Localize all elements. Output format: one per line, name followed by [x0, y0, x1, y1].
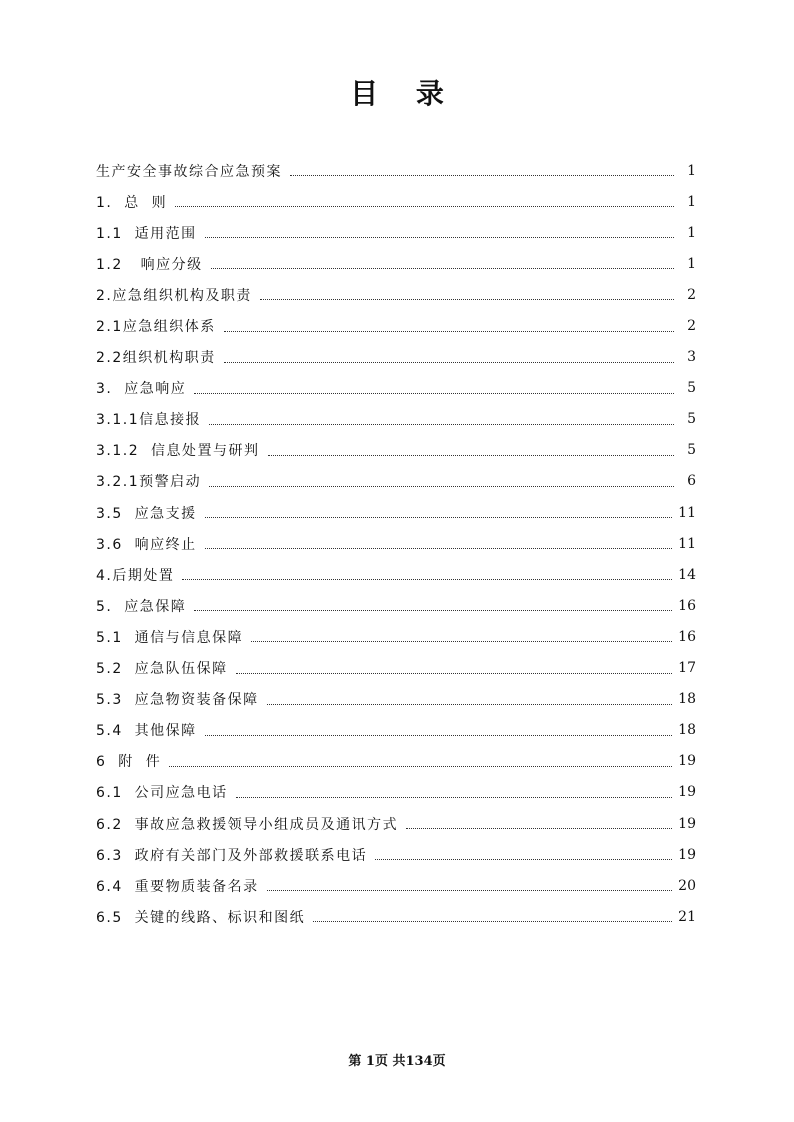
toc-dot-leader [251, 641, 672, 642]
toc-entry-label: 5.3 应急物资装备保障 [96, 692, 259, 709]
toc-entry[interactable] [96, 279, 696, 310]
toc-entry-label: 5.2 应急队伍保障 [96, 661, 228, 678]
toc-entry[interactable] [96, 621, 696, 652]
toc-entry[interactable] [96, 653, 696, 684]
toc-entry[interactable] [96, 373, 696, 404]
toc-entry[interactable] [96, 777, 696, 808]
toc-entry-label: 3.6 响应终止 [96, 536, 197, 553]
toc-entry[interactable] [96, 684, 696, 715]
toc-entry-label: 3.1.2 信息处置与研判 [96, 443, 260, 460]
toc-entry-page-number: 6 [687, 473, 696, 490]
toc-entry-page-number: 5 [687, 380, 696, 397]
toc-dot-leader [375, 859, 672, 860]
toc-entry-label: 2.应急组织机构及职责 [96, 287, 252, 304]
toc-entry[interactable] [96, 497, 696, 528]
toc-entry-label: 1.2 响应分级 [96, 256, 203, 273]
toc-entry-label: 6.2 事故应急救援领导小组成员及通讯方式 [96, 816, 399, 833]
toc-entry[interactable] [96, 590, 696, 621]
toc-dot-leader [313, 921, 672, 922]
toc-entry-label: 1.1 适用范围 [96, 225, 197, 242]
toc-dot-leader [205, 517, 673, 518]
toc-entry-label: 生产安全事故综合应急预案 [96, 163, 282, 180]
toc-dot-leader [267, 704, 673, 705]
page-title: 目 录 [350, 77, 458, 110]
toc-entry-label: 2.2组织机构职责 [96, 350, 216, 367]
toc-dot-leader [224, 331, 674, 332]
toc-entry[interactable] [96, 248, 696, 279]
toc-dot-leader [236, 797, 673, 798]
toc-entry-label: 1. 总 则 [96, 194, 168, 211]
toc-entry-label: 3.5 应急支援 [96, 505, 197, 522]
toc-dot-leader [209, 424, 674, 425]
toc-entry-label: 6.5 关键的线路、标识和图纸 [96, 909, 306, 926]
toc-entry[interactable] [96, 839, 696, 870]
toc-entry-page-number: 1 [687, 193, 696, 210]
toc-entry[interactable] [96, 186, 696, 217]
table-of-contents [96, 155, 696, 932]
toc-entry-label: 3.1.1信息接报 [96, 412, 202, 429]
toc-dot-leader [205, 237, 674, 238]
toc-entry-page-number: 21 [678, 908, 696, 925]
toc-dot-leader [406, 828, 672, 829]
toc-dot-leader [205, 548, 673, 549]
toc-dot-leader [194, 610, 672, 611]
toc-entry[interactable] [96, 466, 696, 497]
toc-entry-page-number: 19 [678, 815, 696, 832]
page-footer: 第 1页 共134页 [348, 1054, 446, 1069]
toc-entry-page-number: 3 [687, 349, 696, 366]
toc-entry[interactable] [96, 901, 696, 932]
toc-dot-leader [209, 486, 674, 487]
toc-entry-page-number: 1 [687, 255, 696, 272]
toc-dot-leader [169, 766, 672, 767]
toc-entry-label: 3.2.1预警启动 [96, 474, 202, 491]
toc-entry[interactable] [96, 528, 696, 559]
toc-entry[interactable] [96, 404, 696, 435]
toc-entry-label: 4.后期处置 [96, 567, 175, 584]
toc-entry[interactable] [96, 808, 696, 839]
toc-entry-page-number: 1 [687, 224, 696, 241]
toc-entry-label: 2.1应急组织体系 [96, 319, 216, 336]
toc-entry[interactable] [96, 342, 696, 373]
toc-entry-page-number: 18 [678, 691, 696, 708]
toc-entry-page-number: 5 [687, 411, 696, 428]
toc-entry[interactable] [96, 435, 696, 466]
toc-entry[interactable] [96, 746, 696, 777]
toc-dot-leader [194, 393, 674, 394]
toc-entry-label: 5.1 通信与信息保障 [96, 629, 244, 646]
toc-entry-page-number: 5 [687, 442, 696, 459]
toc-dot-leader [205, 735, 673, 736]
toc-dot-leader [260, 299, 674, 300]
toc-dot-leader [236, 673, 673, 674]
toc-dot-leader [211, 268, 674, 269]
toc-entry-page-number: 19 [678, 753, 696, 770]
toc-entry-label: 6 附 件 [96, 754, 162, 771]
toc-dot-leader [267, 890, 673, 891]
toc-entry[interactable] [96, 155, 696, 186]
toc-entry-label: 6.3 政府有关部门及外部救援联系电话 [96, 847, 368, 864]
toc-entry-label: 5. 应急保障 [96, 598, 187, 615]
toc-entry[interactable] [96, 870, 696, 901]
toc-dot-leader [224, 362, 674, 363]
toc-dot-leader [290, 175, 674, 176]
toc-dot-leader [182, 579, 672, 580]
toc-entry-page-number: 2 [687, 286, 696, 303]
toc-entry-label: 5.4 其他保障 [96, 723, 197, 740]
toc-entry[interactable] [96, 559, 696, 590]
toc-entry[interactable] [96, 217, 696, 248]
toc-entry-page-number: 19 [678, 846, 696, 863]
toc-entry-page-number: 16 [678, 628, 696, 645]
toc-entry-page-number: 18 [678, 722, 696, 739]
toc-entry-label: 6.4 重要物质装备名录 [96, 878, 259, 895]
toc-dot-leader [268, 455, 674, 456]
toc-entry-page-number: 2 [687, 318, 696, 335]
toc-entry-page-number: 14 [678, 566, 696, 583]
toc-entry-page-number: 1 [687, 162, 696, 179]
toc-entry[interactable] [96, 310, 696, 341]
toc-entry-page-number: 16 [678, 597, 696, 614]
toc-entry-page-number: 19 [678, 784, 696, 801]
toc-entry-label: 3. 应急响应 [96, 381, 187, 398]
toc-entry-page-number: 17 [678, 660, 696, 677]
toc-entry-page-number: 20 [678, 877, 696, 894]
toc-entry-label: 6.1 公司应急电话 [96, 785, 228, 802]
toc-entry-page-number: 11 [678, 504, 696, 521]
toc-dot-leader [175, 206, 674, 207]
toc-entry-page-number: 11 [678, 535, 696, 552]
toc-entry[interactable] [96, 715, 696, 746]
